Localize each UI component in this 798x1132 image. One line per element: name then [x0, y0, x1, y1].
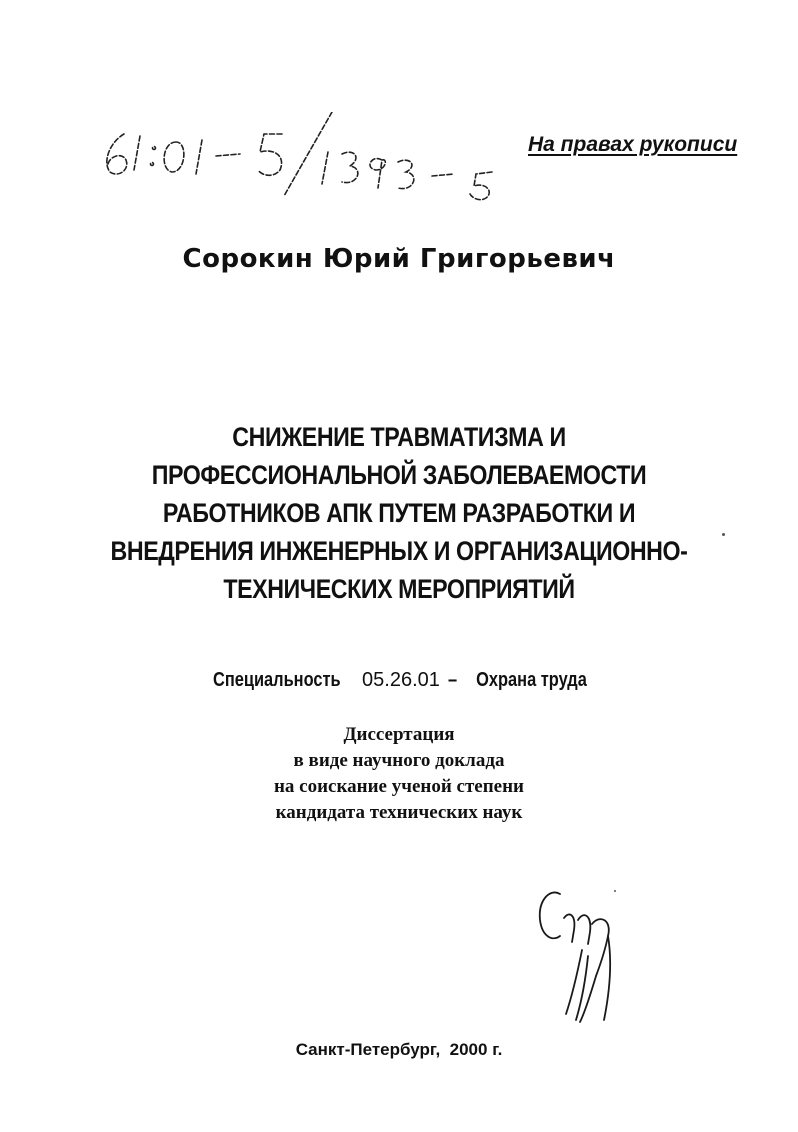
- specialty-line: [0, 669, 798, 692]
- handwritten-archive-code: [96, 112, 516, 202]
- title-line: ПРОФЕССИОНАЛЬНОЙ ЗАБОЛЕВАЕМОСТИ: [151, 460, 647, 490]
- scan-speck: [722, 533, 725, 536]
- scan-speck: [614, 890, 616, 892]
- title-line: ВНЕДРЕНИЯ ИНЖЕНЕРНЫХ И ОРГАНИЗАЦИОННО-: [110, 536, 688, 566]
- title-line: ТЕХНИЧЕСКИХ МЕРОПРИЯТИЙ: [223, 574, 575, 604]
- specialty-label: Специальность: [212, 669, 341, 691]
- title-line: СНИЖЕНИЕ ТРАВМАТИЗМА И: [232, 422, 566, 452]
- dissertation-type-block: [0, 722, 798, 826]
- dissertation-line: в виде научного доклада: [293, 750, 505, 771]
- specialty-code: 05.26.01: [362, 669, 440, 691]
- dissertation-line: на соискание ученой степени: [273, 776, 524, 797]
- dissertation-line: кандидата технических наук: [275, 802, 523, 823]
- author-name: Сорокин Юрий Григорьевич: [182, 244, 616, 274]
- handwritten-signature: [526, 880, 636, 1030]
- title-line: РАБОТНИКОВ АПК ПУТЕМ РАЗРАБОТКИ И: [162, 498, 636, 528]
- dissertation-title: [40, 418, 758, 608]
- specialty-name: Охрана труда: [476, 669, 587, 691]
- specialty-dash: –: [448, 669, 458, 691]
- manuscript-rights-note: На правах рукописи: [528, 133, 738, 156]
- dissertation-line: Диссертация: [343, 724, 455, 745]
- place-and-year: Санкт-Петербург, 2000 г.: [295, 1040, 503, 1059]
